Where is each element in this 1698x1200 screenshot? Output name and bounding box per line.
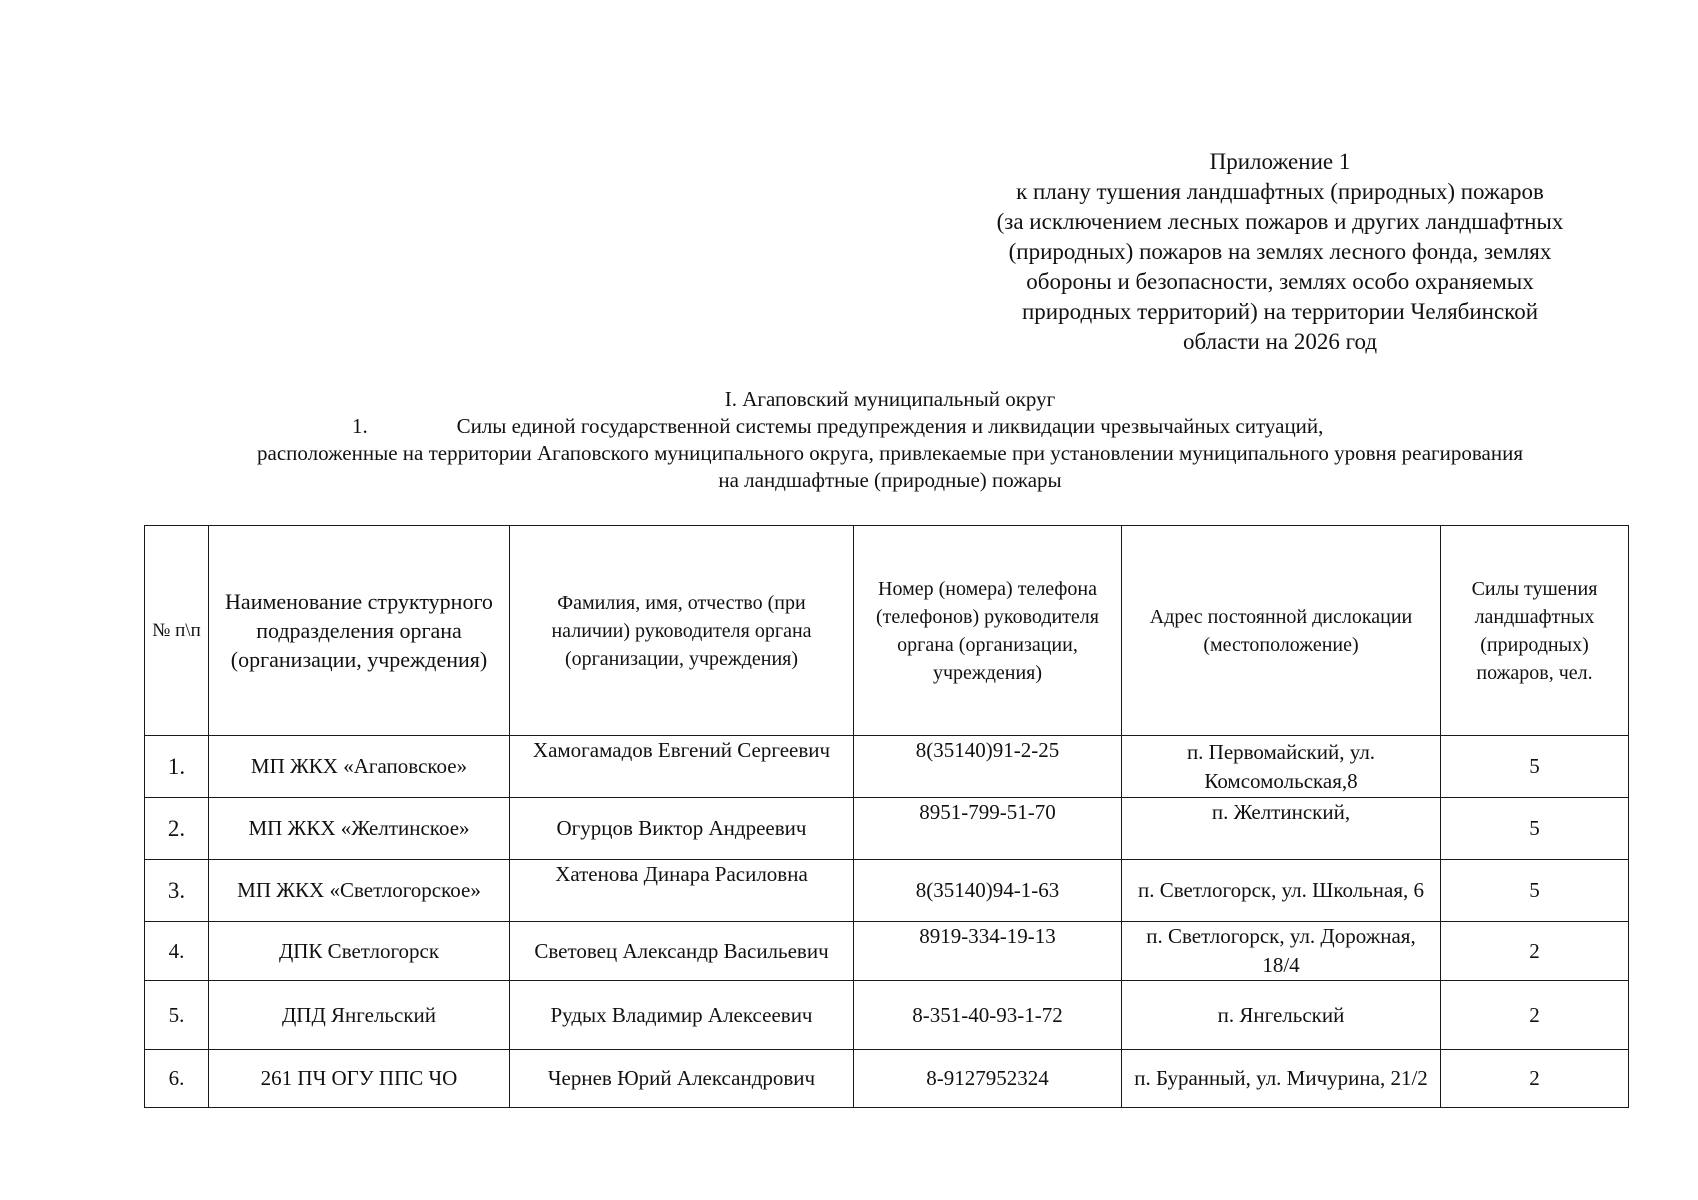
section-subtitle-line1: [100, 413, 1680, 440]
table-row: [145, 736, 1629, 798]
row-phone: 8(35140)94-1-63: [854, 860, 1122, 922]
row-address: п. Светлогорск, ул. Школьная, 6: [1122, 860, 1441, 922]
header-address: Адрес постоянной дислокации (местоположение): [1122, 526, 1441, 736]
row-forces: 5: [1441, 798, 1629, 860]
appendix-line: области на 2026 год: [1182, 329, 1378, 354]
appendix-line: (за исключением лесных пожаров и других ландшафтных: [996, 209, 1564, 234]
table-row: [145, 922, 1629, 981]
row-forces: 2: [1441, 981, 1629, 1050]
row-phone: 8919-334-19-13: [854, 922, 1122, 981]
row-unit-name: ДПД Янгельский: [209, 981, 510, 1050]
row-unit-name: МП ЖКХ «Желтинское»: [209, 798, 510, 860]
section-subtitle-line2: расположенные на территории Агаповского муниципального округа, привлекаемые при установлении муниципального уровня реагирования: [257, 441, 1523, 465]
row-address: п. Буранный, ул. Мичурина, 21/2: [1122, 1050, 1441, 1108]
row-address: п. Желтинский,: [1122, 798, 1441, 860]
section-heading: [100, 386, 1680, 494]
row-head-name: Световец Александр Васильевич: [510, 922, 854, 981]
row-head-name: Рудых Владимир Алексеевич: [510, 981, 854, 1050]
row-unit-name: МП ЖКХ «Светлогорское»: [209, 860, 510, 922]
row-unit-name: 261 ПЧ ОГУ ППС ЧО: [209, 1050, 510, 1108]
appendix-line: обороны и безопасности, землях особо охраняемых: [1026, 269, 1534, 294]
row-unit-name: МП ЖКХ «Агаповское»: [209, 736, 510, 798]
header-number: № п\п: [145, 526, 209, 736]
row-phone: 8-9127952324: [854, 1050, 1122, 1108]
header-head-name: Фамилия, имя, отчество (при наличии) руководителя органа (организации, учреждения): [510, 526, 854, 736]
table-row: [145, 798, 1629, 860]
section-subtitle-text: Силы единой государственной системы предупреждения и ликвидации чрезвычайных ситуаций,: [456, 414, 1324, 438]
row-number: 1.: [145, 736, 209, 798]
appendix-line: к плану тушения ландшафтных (природных) пожаров: [1016, 179, 1544, 204]
table-header-row: [145, 526, 1629, 736]
section-title: I. Агаповский муниципальный округ: [724, 387, 1056, 411]
header-forces: Силы тушения ландшафтных (природных) пожаров, чел.: [1441, 526, 1629, 736]
row-phone: 8-351-40-93-1-72: [854, 981, 1122, 1050]
row-phone: 8(35140)91-2-25: [854, 736, 1122, 798]
table-row: [145, 860, 1629, 922]
row-phone: 8951-799-51-70: [854, 798, 1122, 860]
row-number: 6.: [145, 1050, 209, 1108]
section-item-number: 1.: [352, 414, 368, 438]
row-head-name: Хатенова Динара Расиловна: [510, 860, 854, 922]
row-number: 3.: [145, 860, 209, 922]
appendix-line: Приложение 1: [1209, 149, 1351, 174]
row-unit-name: ДПК Светлогорск: [209, 922, 510, 981]
row-forces: 2: [1441, 1050, 1629, 1108]
row-address: п. Светлогорск, ул. Дорожная, 18/4: [1122, 922, 1441, 981]
row-head-name: Хамогамадов Евгений Сергеевич: [510, 736, 854, 798]
forces-table: [144, 525, 1629, 1108]
header-phone: Номер (номера) телефона (телефонов) руководителя органа (организации, учреждения): [854, 526, 1122, 736]
table-row: [145, 981, 1629, 1050]
section-subtitle-line3: на ландшафтные (природные) пожары: [718, 468, 1062, 492]
row-number: 5.: [145, 981, 209, 1050]
row-address: п. Янгельский: [1122, 981, 1441, 1050]
appendix-line: (природных) пожаров на землях лесного фонда, землях: [1008, 239, 1552, 264]
row-head-name: Чернев Юрий Александрович: [510, 1050, 854, 1108]
row-forces: 5: [1441, 736, 1629, 798]
header-unit-name: Наименование структурного подразделения органа (организации, учреждения): [209, 526, 510, 736]
table-row: [145, 1050, 1629, 1108]
appendix-line: природных территорий) на территории Челябинской: [1021, 299, 1539, 324]
row-forces: 2: [1441, 922, 1629, 981]
row-number: 2.: [145, 798, 209, 860]
row-number: 4.: [145, 922, 209, 981]
row-address: п. Первомайский, ул. Комсомольская,8: [1122, 736, 1441, 798]
row-head-name: Огурцов Виктор Андреевич: [510, 798, 854, 860]
appendix-header: [930, 147, 1630, 357]
row-forces: 5: [1441, 860, 1629, 922]
